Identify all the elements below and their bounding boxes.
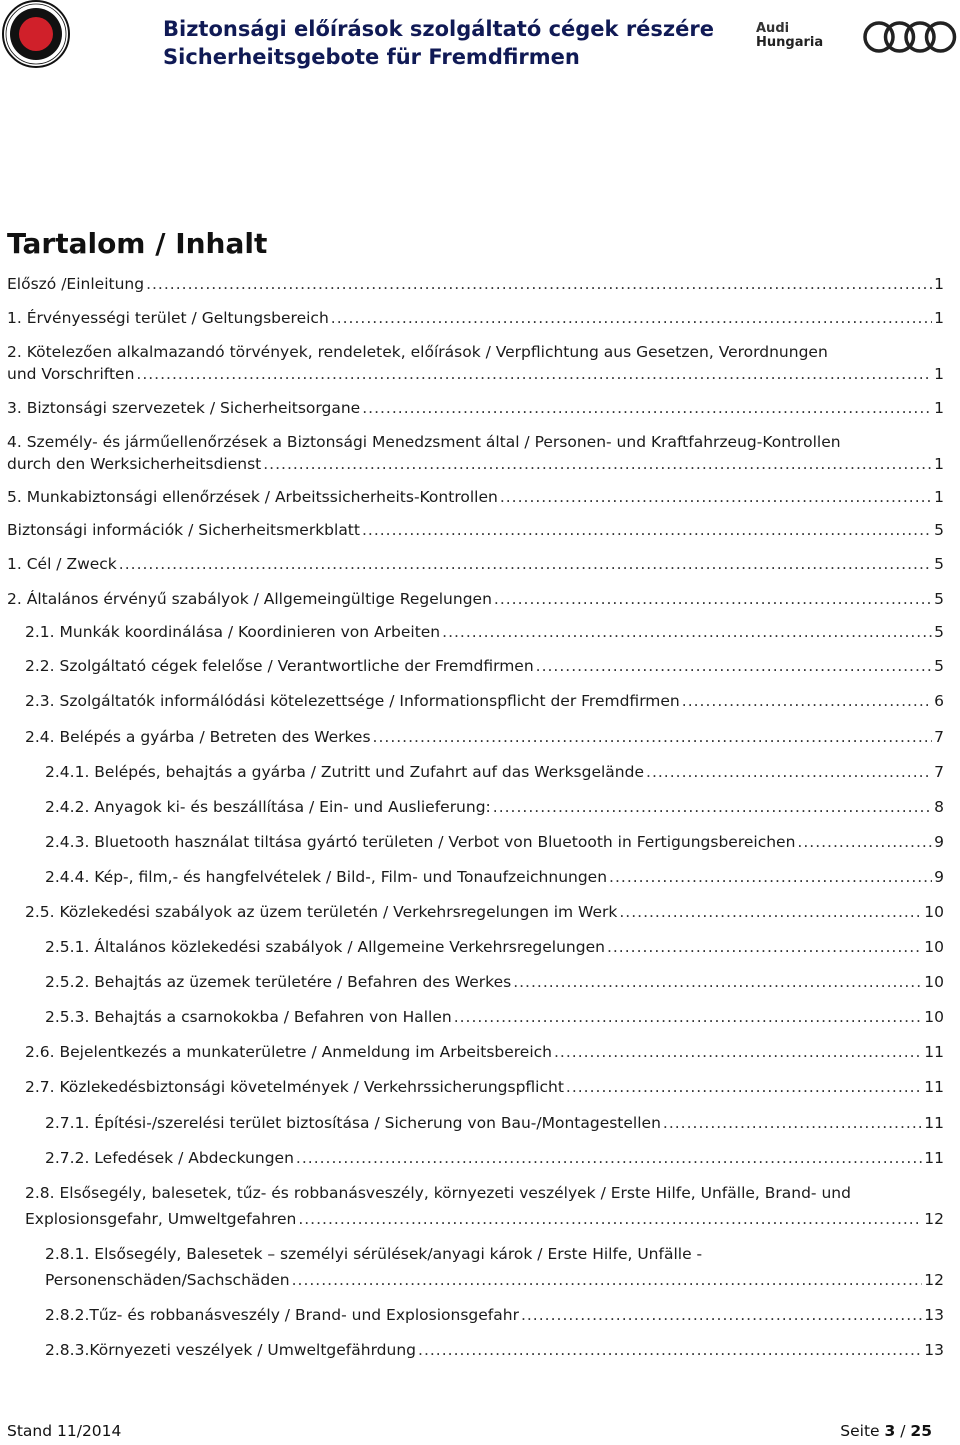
toc-entry-title: 2.7.2. Lefedések / Abdeckungen — [45, 1149, 294, 1167]
toc-entry-page: 10 — [924, 973, 944, 991]
toc-entry-title: 2.4.3. Bluetooth használat tiltása gyártó területen / Verbot von Bluetooth in Fertigungsbereichen — [45, 833, 796, 851]
toc-entry-page: 8 — [934, 798, 944, 816]
toc-entry[interactable] — [25, 726, 944, 748]
toc-entry-page: 5 — [934, 657, 944, 675]
hungaria-label: Hungaria — [756, 35, 824, 50]
munkabiztonsag-seal-logo — [0, 0, 72, 72]
toc-entry-title: 2.5. Közlekedési szabályok az üzem területén / Verkehrsregelungen im Werk — [25, 903, 618, 921]
toc-entry-page: 1 — [934, 275, 944, 293]
toc-entry-title: 2.4.2. Anyagok ki- és beszállítása / Ein- und Auslieferung: — [45, 798, 491, 816]
toc-entry[interactable] — [7, 519, 944, 541]
toc-entry-title: 2. Általános érvényű szabályok / Allgemeingültige Regelungen — [7, 590, 492, 608]
toc-entry[interactable] — [45, 1147, 944, 1169]
header-title-de: Sicherheitsgebote für Fremdfirmen — [163, 45, 580, 69]
toc-entry[interactable] — [7, 486, 944, 508]
toc-entry-title: 1. Érvényességi terület / Geltungsbereich — [7, 309, 329, 327]
toc-entry[interactable] — [7, 588, 944, 610]
toc-entry-page: 1 — [934, 309, 944, 327]
toc-entry[interactable] — [7, 397, 944, 419]
toc-entry-page: 9 — [934, 833, 944, 851]
toc-entry[interactable] — [45, 1112, 944, 1134]
toc-title: Tartalom / Inhalt — [7, 227, 268, 260]
toc-entry-page: 10 — [924, 903, 944, 921]
toc-entry-page: 10 — [924, 938, 944, 956]
toc-entry[interactable] — [45, 796, 944, 818]
toc-entry[interactable] — [25, 901, 944, 923]
audi-hungaria-logo-text — [756, 22, 823, 50]
toc-entry-page: 5 — [934, 521, 944, 539]
toc-entry-page: 9 — [934, 868, 944, 886]
toc-entry-title: 2. Kötelezően alkalmazandó törvények, rendeletek, előírások / Verpflichtung aus Gesetzen, Verordnungen — [7, 343, 828, 361]
toc-entry-title: 3. Biztonsági szervezetek / Sicherheitsorgane — [7, 399, 361, 417]
footer-page-current: 3 — [884, 1422, 896, 1440]
toc-entry-title: 4. Személy- és járműellenőrzések a Biztonsági Menedzsment által / Personen- und Kraftfahrzeug-Kontrollen — [7, 433, 841, 451]
toc-entry[interactable] — [25, 621, 944, 643]
toc-entry-title: Előszó /Einleitung — [7, 275, 145, 293]
page-header — [0, 0, 960, 80]
toc-entry[interactable] — [7, 431, 944, 475]
toc-entry-title: 1. Cél / Zweck — [7, 555, 117, 573]
toc-entry-title-cont: Explosionsgefahr, Umweltgefahren — [25, 1210, 297, 1228]
toc-entry-title: Biztonsági információk / Sicherheitsmerkblatt — [7, 521, 360, 539]
toc-entry-page: 11 — [924, 1078, 944, 1096]
toc-entry-page: 11 — [924, 1114, 944, 1132]
toc-entry-title: 2.6. Bejelentkezés a munkaterületre / Anmeldung im Arbeitsbereich — [25, 1043, 552, 1061]
footer-stand: Stand 11/2014 — [7, 1422, 122, 1440]
toc-entry-title: 2.4. Belépés a gyárba / Betreten des Werkes — [25, 728, 371, 746]
header-title — [163, 15, 753, 71]
toc-entry-title: 2.5.2. Behajtás az üzemek területére / Befahren des Werkes — [45, 973, 512, 991]
toc-entry-page: 13 — [924, 1341, 944, 1359]
footer-seite-label: Seite — [840, 1422, 880, 1440]
toc-entry-page: 1 — [934, 488, 944, 506]
toc-entry-title-cont: und Vorschriften — [7, 365, 135, 383]
toc-entry-title: 2.5.3. Behajtás a csarnokokba / Befahren von Hallen — [45, 1008, 452, 1026]
toc-entry-page: 7 — [934, 728, 944, 746]
toc-entry[interactable] — [45, 1243, 944, 1291]
toc-entry[interactable] — [45, 936, 944, 958]
toc-entry[interactable] — [45, 1006, 944, 1028]
toc-entry-title: 2.8.3.Környezeti veszélyek / Umweltgefährdung — [45, 1341, 417, 1359]
toc-entry-title: 2.5.1. Általános közlekedési szabályok / Allgemeine Verkehrsregelungen — [45, 938, 605, 956]
toc-entry[interactable] — [25, 655, 944, 677]
audi-label: Audi — [756, 21, 790, 36]
toc-entry[interactable] — [45, 866, 944, 888]
toc-entry-title: 2.8. Elsősegély, balesetek, tűz- és robbanásveszély, környezeti veszélyek / Erste Hilfe, Unfälle, Brand- und — [25, 1184, 851, 1202]
toc-entry-title: 2.3. Szolgáltatók informálódási kötelezettsége / Informationspflicht der Fremdfirmen — [25, 692, 680, 710]
toc-entry-title: 2.8.2.Tűz- és robbanásveszély / Brand- und Explosionsgefahr — [45, 1306, 519, 1324]
toc-entry[interactable] — [25, 1041, 944, 1063]
footer-separator: / — [900, 1422, 906, 1440]
toc-entry-page: 1 — [934, 365, 944, 383]
toc-entry-page: 5 — [934, 623, 944, 641]
toc-entry-page: 12 — [924, 1271, 944, 1289]
header-title-hu: Biztonsági előírások szolgáltató cégek részére — [163, 17, 714, 41]
toc-entry-page: 7 — [934, 763, 944, 781]
toc-entry-page: 12 — [924, 1210, 944, 1228]
toc-entry[interactable] — [45, 1339, 944, 1361]
toc-entry-page: 11 — [924, 1149, 944, 1167]
toc-entry-title: 5. Munkabiztonsági ellenőrzések / Arbeitssicherheits-Kontrollen — [7, 488, 498, 506]
toc-entry[interactable] — [7, 341, 944, 385]
footer-page-total: 25 — [910, 1422, 932, 1440]
toc-entry[interactable] — [45, 761, 944, 783]
toc-entry-page: 5 — [934, 555, 944, 573]
toc-entry[interactable] — [7, 273, 944, 295]
toc-entry-page: 11 — [924, 1043, 944, 1061]
toc-entry[interactable] — [7, 307, 944, 329]
toc-entry[interactable] — [7, 553, 944, 575]
toc-entry[interactable] — [25, 690, 944, 712]
toc-entry[interactable] — [25, 1182, 944, 1230]
toc-entry-title: 2.2. Szolgáltató cégek felelőse / Verantwortliche der Fremdfirmen — [25, 657, 534, 675]
toc-entry-title: 2.8.1. Elsősegély, Balesetek – személyi sérülések/anyagi károk / Erste Hilfe, Unfälle - — [45, 1245, 703, 1263]
toc-entry[interactable] — [45, 831, 944, 853]
toc-entry-page: 1 — [934, 399, 944, 417]
toc-entry[interactable] — [45, 1304, 944, 1326]
toc-entry-title-cont: Personenschäden/Sachschäden — [45, 1271, 290, 1289]
audi-rings-icon — [862, 18, 958, 56]
toc-entry-title-cont: durch den Werksicherheitsdienst — [7, 455, 262, 473]
toc-entry-title: 2.7.1. Építési-/szerelési terület biztosítása / Sicherung von Bau-/Montagestellen — [45, 1114, 661, 1132]
toc-entry-page: 13 — [924, 1306, 944, 1324]
toc-entry[interactable] — [45, 971, 944, 993]
toc-entry-page: 5 — [934, 590, 944, 608]
toc-entry-page: 1 — [934, 455, 944, 473]
toc-entry-title: 2.1. Munkák koordinálása / Koordinieren von Arbeiten — [25, 623, 441, 641]
toc-entry-page: 6 — [934, 692, 944, 710]
toc-entry-title: 2.4.1. Belépés, behajtás a gyárba / Zutritt und Zufahrt auf das Werksgelände — [45, 763, 645, 781]
footer-page-number — [840, 1420, 932, 1442]
toc-entry-title: 2.7. Közlekedésbiztonsági követelmények / Verkehrssicherungspflicht — [25, 1078, 564, 1096]
toc-entry[interactable] — [25, 1076, 944, 1098]
toc-entry-title: 2.4.4. Kép-, film,- és hangfelvételek / Bild-, Film- und Tonaufzeichnungen — [45, 868, 608, 886]
toc-entry-page: 10 — [924, 1008, 944, 1026]
